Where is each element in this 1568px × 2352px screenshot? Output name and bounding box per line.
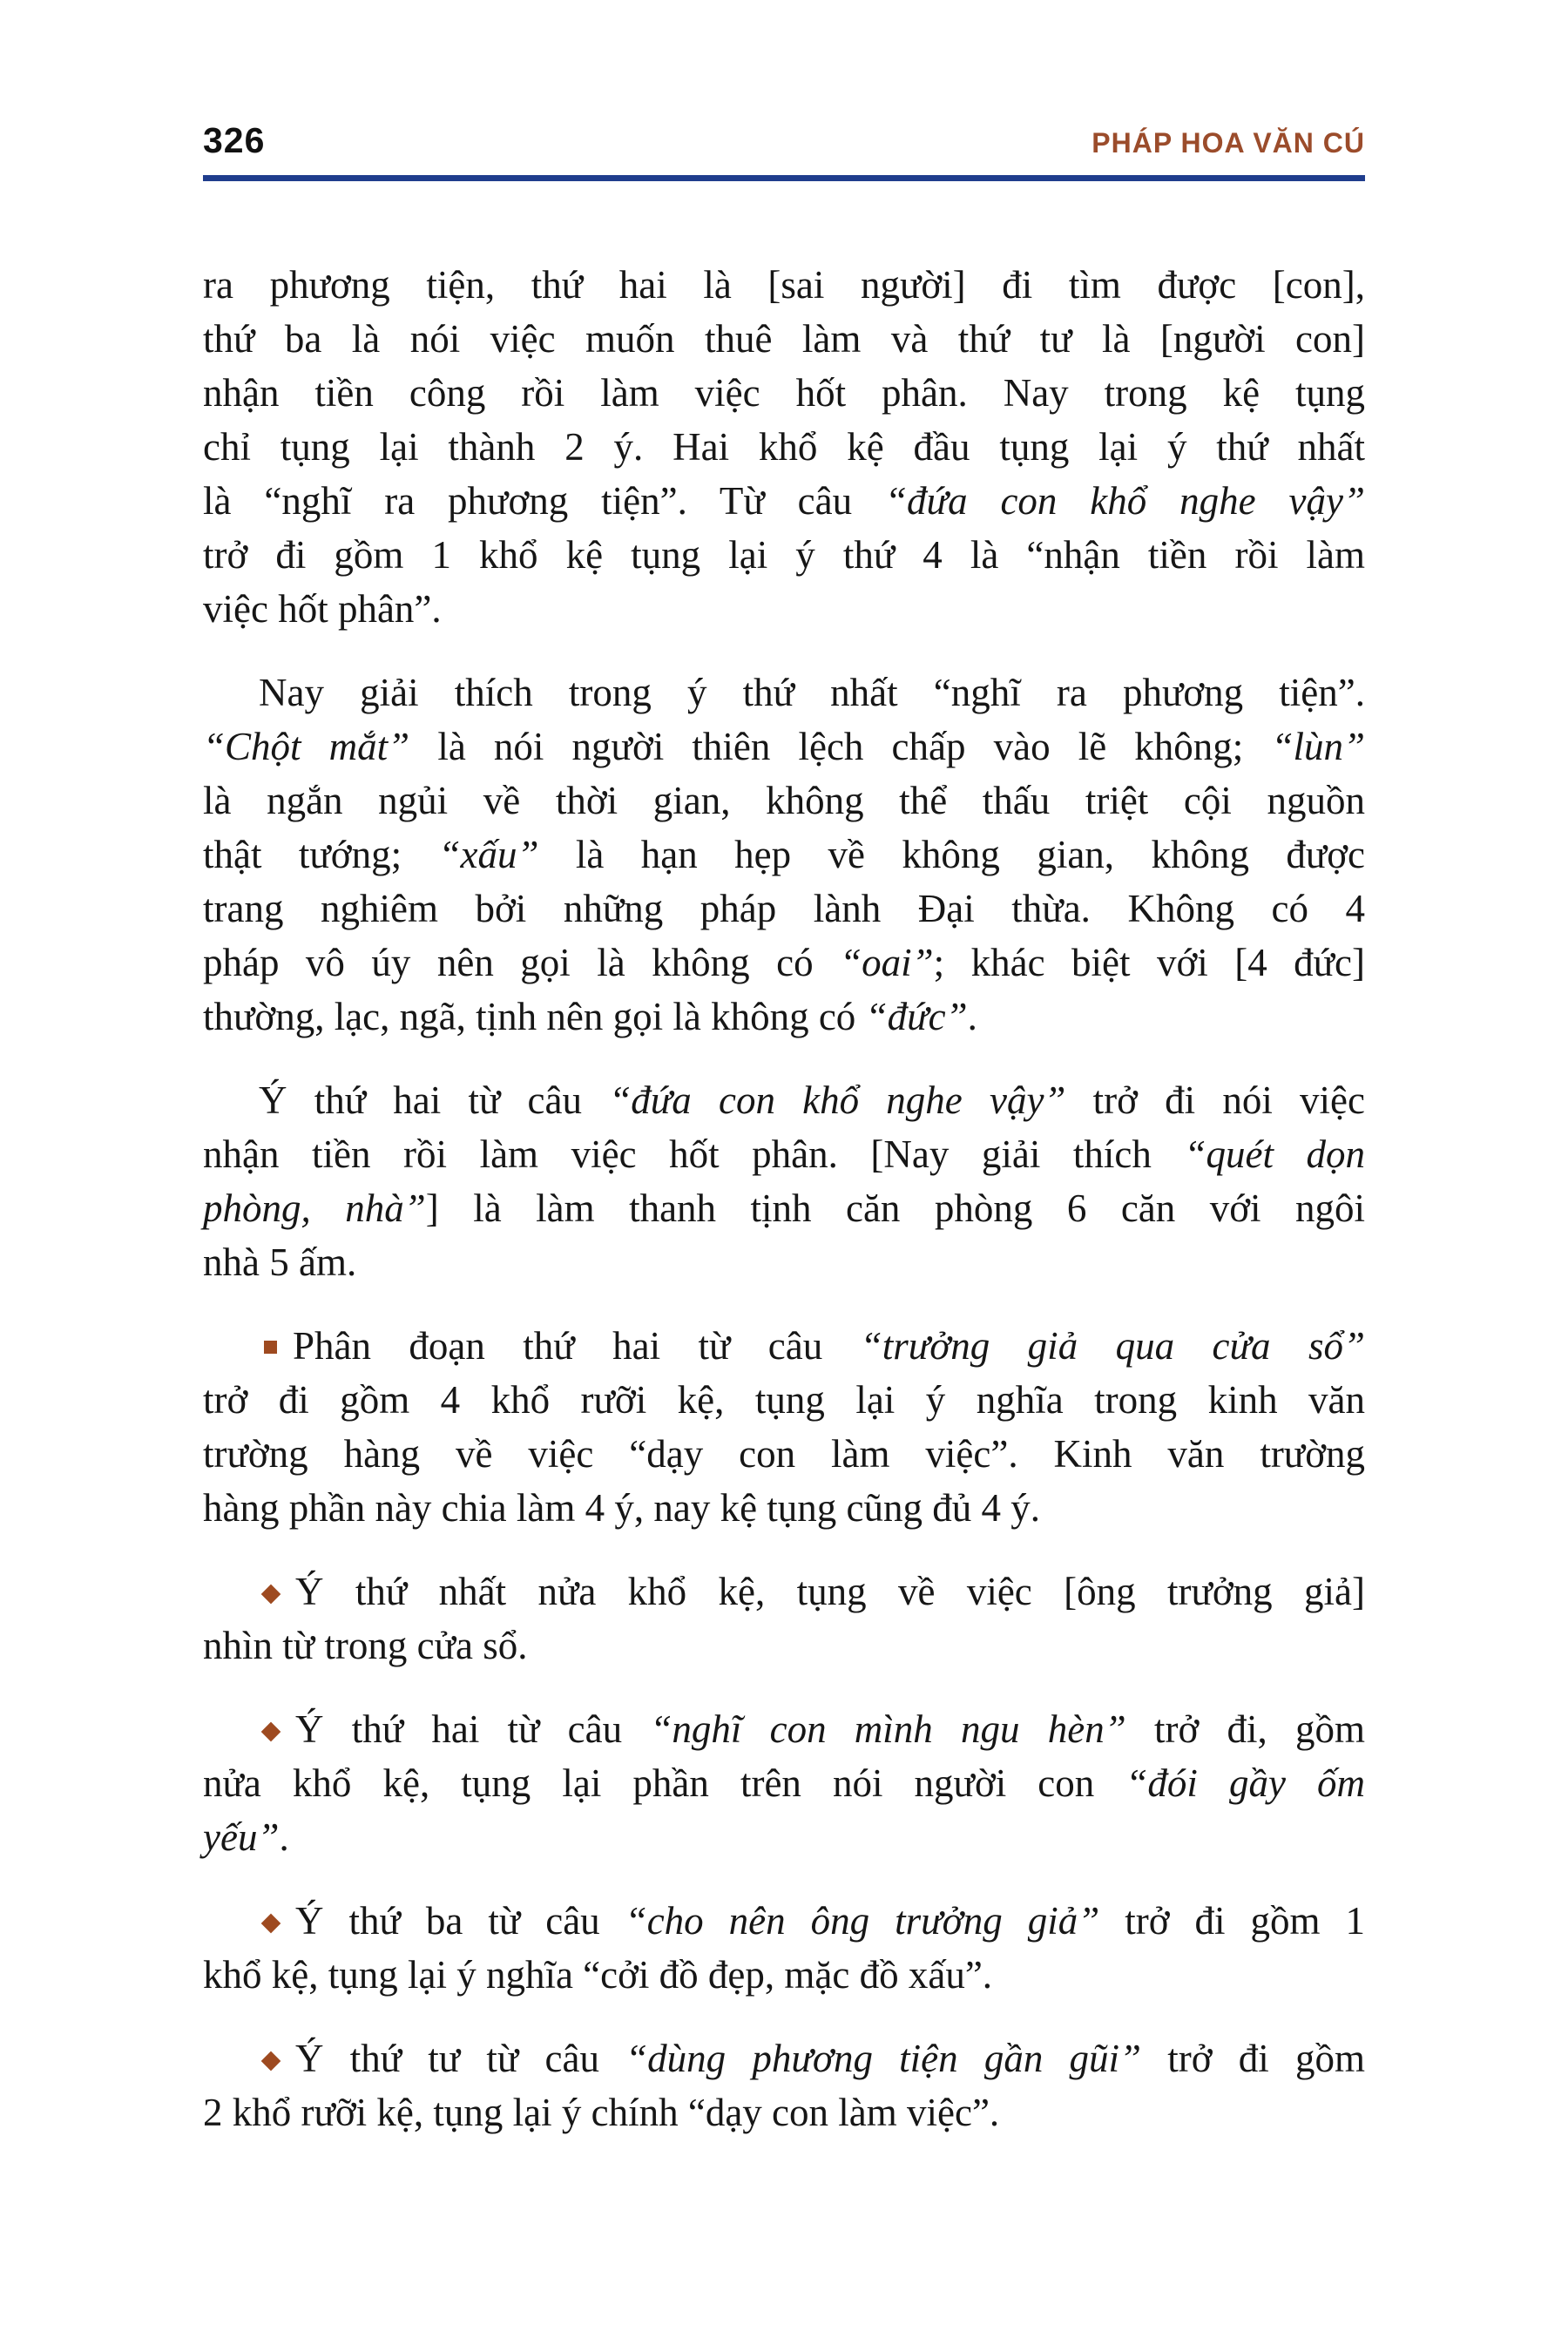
text-line (203, 2031, 1365, 2085)
body-text-run: nhận tiền công rồi làm việc hốt phân. Nay trong kệ tụng (203, 371, 1365, 415)
quoted-italic-text: “cho nên ông trưởng giả” (625, 1899, 1100, 1943)
body-text-run: Phân đoạn thứ hai từ câu (293, 1324, 861, 1368)
text-line (203, 366, 1365, 420)
text-line (203, 828, 1365, 882)
quoted-italic-text: “đói gầy ốm (1125, 1761, 1365, 1805)
running-title: PHÁP HOA VĂN CÚ (1092, 127, 1365, 159)
text-line (203, 1756, 1365, 1810)
body-text-run: nhận tiền rồi làm việc hốt phân. [Nay giải thích (203, 1132, 1185, 1176)
text-line (203, 1619, 1365, 1673)
diamond-bullet-icon (261, 1585, 281, 1605)
body-text-run: pháp vô úy nên gọi là không có (203, 941, 841, 984)
text-line (203, 936, 1365, 990)
text-line (203, 1235, 1365, 1289)
body-text-run: trở đi gồm 1 khổ kệ tụng lại ý thứ 4 là “nhận tiền rồi làm (203, 533, 1365, 577)
paragraph (203, 1319, 1365, 1535)
body-text-run: 2 khổ rưỡi kệ, tụng lại ý chính “dạy con làm việc”. (203, 2091, 1000, 2134)
text-line (203, 990, 1365, 1044)
page-header (203, 120, 1365, 181)
text-line (203, 258, 1365, 312)
body-text-run: trở đi, gồm (1125, 1707, 1365, 1751)
text-line (203, 1810, 1365, 1864)
body-text-run: trở đi gồm 1 (1099, 1899, 1365, 1943)
body-text-run: trở đi nói việc (1065, 1078, 1365, 1122)
body-text-run: nửa khổ kệ, tụng lại phần trên nói người con (203, 1761, 1126, 1805)
text-line (203, 2085, 1365, 2139)
text-line (203, 774, 1365, 828)
quoted-italic-text: “đứa con khổ nghe vậy” (885, 479, 1365, 523)
text-line (203, 1948, 1365, 2002)
text-line (203, 720, 1365, 774)
body-text-run: thường, lạc, ngã, tịnh nên gọi là không có (203, 995, 866, 1038)
body-text-run: trang nghiêm bởi những pháp lành Đại thừa. Không có 4 (203, 887, 1365, 930)
text-line (203, 528, 1365, 582)
text-line (203, 582, 1365, 636)
text-line (203, 1127, 1365, 1181)
body-text-run: trường hàng về việc “dạy con làm việc”. Kinh văn trường (203, 1432, 1365, 1476)
header-rule (203, 175, 1365, 181)
text-line (203, 1702, 1365, 1756)
quoted-italic-text: “trưởng giả qua cửa sổ” (860, 1324, 1365, 1368)
diamond-bullet-icon (261, 1914, 281, 1934)
quoted-italic-text: “đứa con khổ nghe vậy” (609, 1078, 1066, 1122)
square-bullet-icon (264, 1341, 277, 1354)
body-text-run: chỉ tụng lại thành 2 ý. Hai khổ kệ đầu tụng lại ý thứ nhất (203, 425, 1365, 469)
text-line (203, 1181, 1365, 1235)
body-text-run: việc hốt phân”. (203, 587, 442, 631)
body-text-run: ] là làm thanh tịnh căn phòng 6 căn với ngôi (425, 1186, 1365, 1230)
text-line (203, 1894, 1365, 1948)
text-line (203, 1427, 1365, 1481)
text-line (203, 882, 1365, 936)
body-text-run: nhìn từ trong cửa sổ. (203, 1624, 528, 1667)
body-text-run: khổ kệ, tụng lại ý nghĩa “cởi đồ đẹp, mặc đồ xấu”. (203, 1953, 993, 1997)
body-text-run: nhà 5 ấm. (203, 1240, 357, 1284)
text-line (203, 312, 1365, 366)
diamond-bullet-icon (261, 1722, 281, 1742)
body-text-run: thật tướng; (203, 833, 439, 876)
body-text-run: Ý thứ nhất nửa khổ kệ, tụng về việc [ông trưởng giả] (295, 1570, 1365, 1613)
body-text-run: Ý thứ ba từ câu (295, 1899, 625, 1943)
body-text-run: thứ ba là nói việc muốn thuê làm và thứ tư là [người con] (203, 317, 1365, 361)
body-text-run: . (967, 995, 977, 1038)
body-text-run: ra phương tiện, thứ hai là [sai người] đi tìm được [con], (203, 263, 1365, 307)
quoted-italic-text: “Chột mắt” (203, 725, 410, 768)
quoted-italic-text: “đức” (865, 995, 968, 1038)
body-text-run: là hạn hẹp về không gian, không được (538, 833, 1366, 876)
diamond-bullet-icon (261, 2051, 281, 2072)
body-text-run: là “nghĩ ra phương tiện”. Từ câu (203, 479, 885, 523)
text-line (203, 1073, 1365, 1127)
text-line (203, 1565, 1365, 1619)
page-number: 326 (203, 120, 266, 160)
body-text-run: trở đi gồm 4 khổ rưỡi kệ, tụng lại ý nghĩa trong kinh văn (203, 1378, 1365, 1422)
body-text-run: trở đi gồm (1141, 2037, 1365, 2080)
body-text-run: Ý thứ hai từ câu (259, 1078, 610, 1122)
paragraph (203, 1702, 1365, 1864)
body-text-run: là ngắn ngủi về thời gian, không thể thấu triệt cội nguồn (203, 779, 1365, 822)
body-text-run: . (279, 1815, 289, 1859)
header-row (203, 120, 1365, 161)
body-text-run: ; khác biệt với [4 đức] (933, 941, 1365, 984)
quoted-italic-text: “dùng phương tiện gần gũi” (625, 2037, 1142, 2080)
text-line (203, 1481, 1365, 1535)
paragraph (203, 1565, 1365, 1673)
body-text-run: là nói người thiên lệch chấp vào lẽ không; (409, 725, 1272, 768)
text-line (203, 1319, 1365, 1373)
text-line (203, 474, 1365, 528)
quoted-italic-text: yếu” (203, 1815, 280, 1859)
quoted-italic-text: “quét dọn (1184, 1132, 1365, 1176)
body-text-run: Nay giải thích trong ý thứ nhất “nghĩ ra phương tiện”. (259, 671, 1365, 714)
body-text-run: Ý thứ tư từ câu (295, 2037, 626, 2080)
paragraph (203, 1073, 1365, 1289)
page-body (203, 258, 1365, 2139)
quoted-italic-text: “nghĩ con mình ngu hèn” (650, 1707, 1126, 1751)
text-line (203, 1373, 1365, 1427)
paragraph (203, 258, 1365, 636)
paragraph (203, 1894, 1365, 2002)
quoted-italic-text: “xấu” (438, 833, 539, 876)
quoted-italic-text: “lùn” (1271, 725, 1365, 768)
quoted-italic-text: phòng, nhà” (203, 1186, 426, 1230)
text-line (203, 420, 1365, 474)
paragraph (203, 666, 1365, 1044)
paragraph (203, 2031, 1365, 2139)
body-text-run: hàng phần này chia làm 4 ý, nay kệ tụng cũng đủ 4 ý. (203, 1486, 1041, 1530)
quoted-italic-text: “oai” (840, 941, 934, 984)
text-line (203, 666, 1365, 720)
body-text-run: Ý thứ hai từ câu (295, 1707, 651, 1751)
